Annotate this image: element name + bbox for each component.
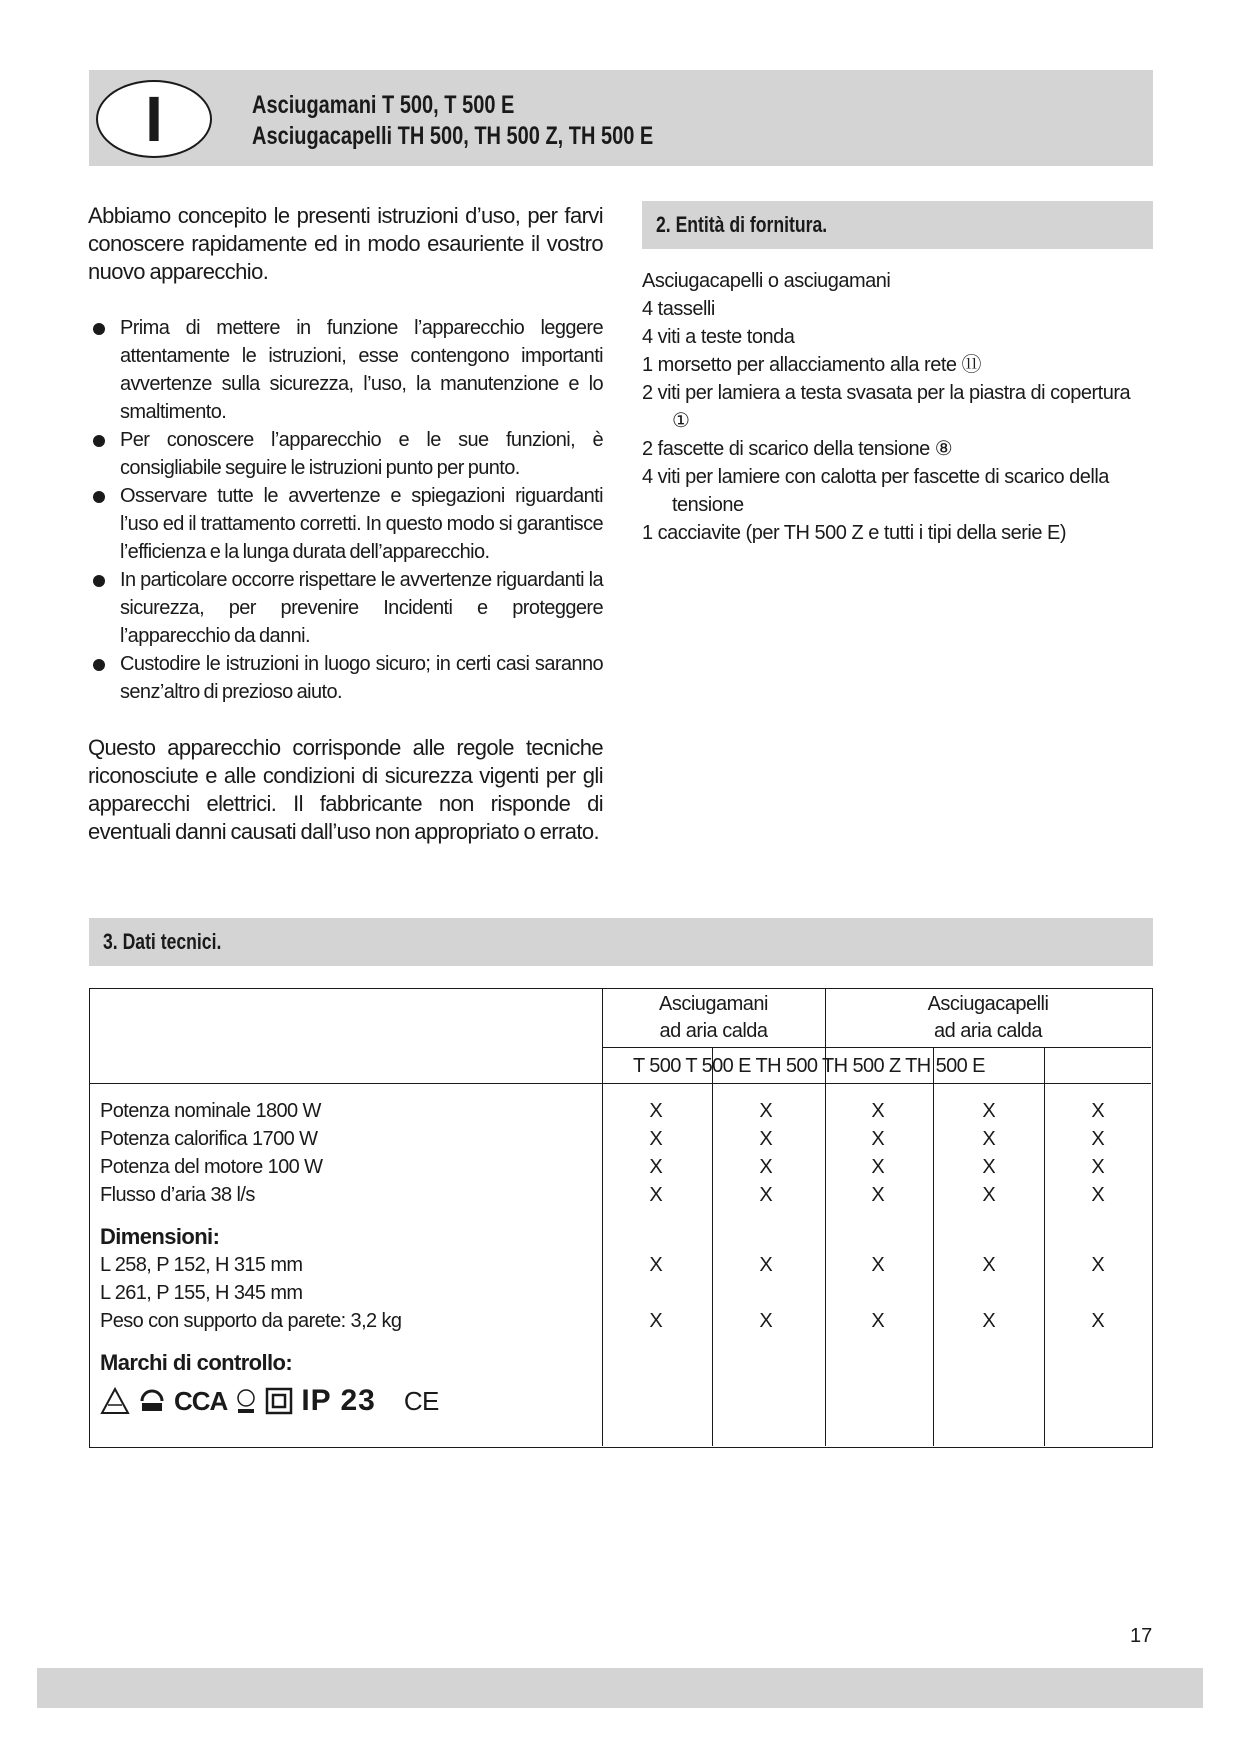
ce-mark: CE	[403, 1386, 439, 1416]
supply-item: 1 cacciavite (per TH 500 Z e tutti i tipi della serie E)	[642, 522, 1067, 544]
instruction-item: Prima di mettere in funzione l’apparecchio leggere attentamente le istruzioni, esse contengono importanti avvertenze sulla sicurezza, l’uso, la manutenzione e lo smaltimento.	[88, 314, 603, 426]
check-mark: X	[982, 1310, 996, 1332]
conformity-paragraph: Questo apparecchio corrisponde alle regole tecniche riconosciute e alle condizioni di sicurezza vigenti per gli apparecchi elettrici. Il fabbricante non risponde di eventuali danni causati dall’uso non appropriato o errato.	[88, 735, 603, 844]
check-mark: X	[1091, 1310, 1105, 1332]
check-mark: X	[871, 1128, 885, 1150]
check-mark: X	[1091, 1100, 1105, 1122]
cca-mark: CCA	[174, 1386, 228, 1416]
double-insulation-icon	[265, 1387, 293, 1415]
check-mark: X	[871, 1310, 885, 1332]
check-mark: X	[982, 1254, 996, 1276]
group-subtitle: ad aria calda	[659, 1020, 768, 1042]
certification-marks	[100, 1381, 540, 1421]
supply-column	[642, 267, 1152, 547]
spec-label: Flusso d’aria 38 l/s	[100, 1184, 255, 1206]
check-mark: X	[759, 1156, 773, 1178]
ip-rating: IP 23	[301, 1384, 376, 1417]
intro-paragraph: Abbiamo concepito le presenti istruzioni d’uso, per farvi conoscere rapidamente ed in modo esauriente il vostro nuovo apparecchio.	[88, 203, 603, 284]
group-header-towel	[602, 991, 825, 1045]
check-mark: X	[759, 1310, 773, 1332]
spec-label: L 258, P 152, H 315 mm	[100, 1254, 303, 1276]
check-mark: X	[1091, 1254, 1105, 1276]
title-line-1: Asciugamani T 500, T 500 E	[252, 91, 515, 119]
table-divider	[1044, 1047, 1045, 1446]
check-mark: X	[1091, 1156, 1105, 1178]
column-t500	[636, 1097, 676, 1335]
section-2-title: 2. Entità di fornitura.	[656, 212, 828, 237]
spec-label: Potenza del motore 100 W	[100, 1156, 323, 1178]
column-t500e	[746, 1097, 786, 1335]
check-mark: X	[759, 1254, 773, 1276]
group-title: Asciugacapelli	[927, 993, 1049, 1015]
group-title: Asciugamani	[658, 993, 768, 1015]
page-number: 17	[1130, 1625, 1153, 1647]
language-badge: I	[96, 80, 212, 158]
check-mark: X	[649, 1254, 663, 1276]
column-th500	[858, 1097, 898, 1335]
section-2-heading	[642, 201, 1153, 249]
column-th500z	[969, 1097, 1009, 1335]
table-divider	[90, 1083, 1151, 1084]
check-mark: X	[871, 1184, 885, 1206]
model-names-row: T 500 T 500 E TH 500 TH 500 Z TH 500 E	[633, 1055, 985, 1077]
check-mark: X	[1091, 1184, 1105, 1206]
check-mark: X	[871, 1156, 885, 1178]
check-mark: X	[649, 1128, 663, 1150]
supply-item: Asciugacapelli o asciugamani	[642, 270, 891, 292]
group-subtitle: ad aria calda	[933, 1020, 1043, 1042]
column-th500e	[1078, 1097, 1118, 1335]
spec-label: Potenza calorifica 1700 W	[100, 1128, 318, 1150]
title-line-2: Asciugacapelli TH 500, TH 500 Z, TH 500 E	[252, 122, 654, 150]
supply-item: 4 viti per lamiere con calotta per fascette di scarico della tensione	[642, 466, 1109, 516]
supply-item: 4 viti a teste tonda	[642, 326, 795, 348]
instruction-item: Osservare tutte le avvertenze e spiegazioni riguardanti l’uso ed il trattamento corretti. In questo modo si garantisce l’efficienza e la lunga durata dell’apparecchio.	[88, 482, 603, 566]
document-title	[252, 90, 754, 152]
group-header-hair	[825, 991, 1151, 1045]
instruction-item: Per conoscere l’apparecchio e le sue funzioni, è consigliabile seguire le istruzioni punto per punto.	[88, 426, 603, 482]
supply-item: 4 tasselli	[642, 298, 715, 320]
check-mark: X	[1091, 1128, 1105, 1150]
spec-labels	[100, 1097, 540, 1421]
gs-mark-icon	[138, 1387, 166, 1415]
table-divider	[712, 1047, 713, 1446]
marks-heading: Marchi di controllo:	[100, 1350, 293, 1375]
section-3-title: 3. Dati tecnici.	[103, 929, 222, 954]
instruction-item: In particolare occorre rispettare le avvertenze riguardanti la sicurezza, per prevenire Incidenti e proteggere l’apparecchio da danni.	[88, 566, 603, 650]
vde-mark-icon	[100, 1387, 130, 1415]
table-divider	[933, 1047, 934, 1446]
supply-item: 1 morsetto per allacciamento alla rete ⑪	[642, 354, 982, 376]
check-mark: X	[982, 1100, 996, 1122]
check-mark: X	[871, 1100, 885, 1122]
supply-item: 2 viti per lamiera a testa svasata per la piastra di copertura ①	[642, 382, 1131, 432]
supply-list	[642, 267, 1152, 547]
check-mark: X	[759, 1128, 773, 1150]
technical-data-table	[89, 988, 1153, 1448]
dvgw-mark-icon	[235, 1387, 257, 1415]
spec-label: Peso con supporto da parete: 3,2 kg	[100, 1310, 402, 1332]
intro-column	[88, 202, 603, 874]
table-divider	[602, 989, 603, 1446]
document-header	[89, 70, 1153, 166]
check-mark: X	[649, 1100, 663, 1122]
spec-label: Potenza nominale 1800 W	[100, 1100, 321, 1122]
table-divider	[602, 1047, 1151, 1048]
instruction-list	[88, 314, 603, 706]
check-mark: X	[871, 1254, 885, 1276]
footer-bar	[37, 1668, 1203, 1708]
check-mark: X	[982, 1128, 996, 1150]
instruction-item: Custodire le istruzioni in luogo sicuro; in certi casi saranno senz’altro di prezioso aiuto.	[88, 650, 603, 706]
check-mark: X	[649, 1184, 663, 1206]
check-mark: X	[649, 1310, 663, 1332]
section-3-heading	[89, 918, 1153, 966]
dimensions-heading: Dimensioni:	[100, 1224, 220, 1249]
check-mark: X	[759, 1184, 773, 1206]
check-mark: X	[982, 1184, 996, 1206]
supply-item: 2 fascette di scarico della tensione ⑧	[642, 438, 953, 460]
spec-label: L 261, P 155, H 345 mm	[100, 1282, 303, 1304]
check-mark: X	[649, 1156, 663, 1178]
check-mark: X	[759, 1100, 773, 1122]
check-mark: X	[982, 1156, 996, 1178]
